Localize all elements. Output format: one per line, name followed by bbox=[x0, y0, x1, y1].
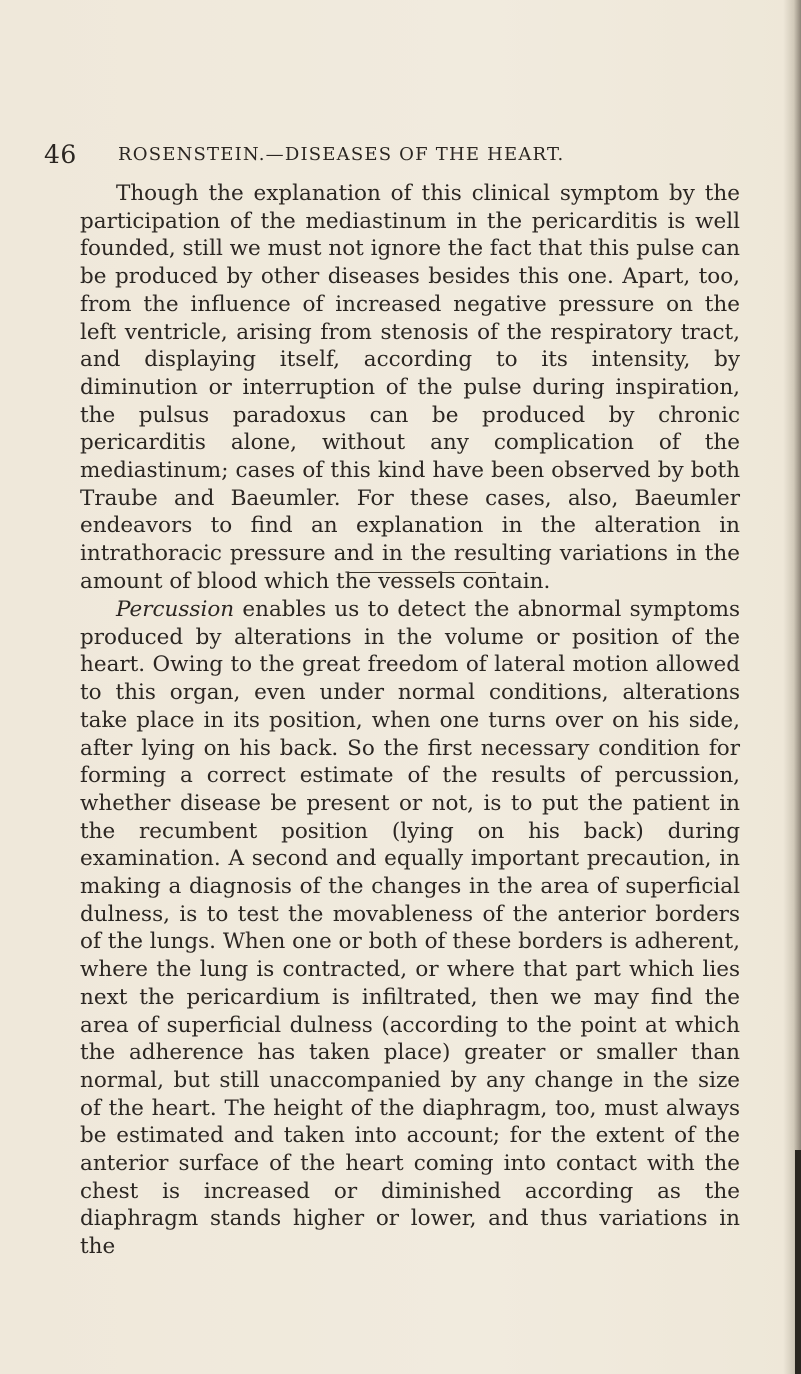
paragraph-percussion-text: enables us to detect the abnormal symptoms produced by alterations in the volume or position of the heart. Owing to the great freedom of lateral motion allowed to this organ, even under normal conditions, alterations take place in its position, when one turns over on his side, after lying on his back. So the first necessary condition for forming a correct estimate of the results of percussion, whether disease be present or not, is to put the patient in the recumbent position (lying on his back) during examination. A second and equally important precaution, in making a diagnosis of the changes in the area of superficial dulness, is to test the movableness of the anterior borders of the lungs. When one or both of these borders is adherent, where the lung is contracted, or where that part which lies next the pericardium is infiltrated, then we may find the area of superficial dulness (according to the point at which the adherence has taken place) greater or smaller than normal, but still unaccompanied by any change in the size of the heart. The height of the diaphragm, too, must always be estimated and taken into account; for the extent of the anterior surface of the heart coming into contact with the chest is increased or diminished according as the diaphragm stands higher or lower, and thus variations in the bbox=[80, 597, 740, 1260]
running-head: ROSENSTEIN.—DISEASES OF THE HEART. bbox=[118, 144, 565, 165]
percussion-term: Percussion bbox=[116, 597, 235, 622]
page-number: 46 bbox=[44, 140, 77, 169]
paragraph-percussion bbox=[80, 596, 740, 1261]
paragraph-pulsus-paradoxus: Though the explanation of this clinical symptom by the participation of the mediastinum in the pericarditis is well founded, still we must not ignore the fact that this pulse can be produced by other diseases besides this one. Apart, too, from the influence of increased negative pressure on the left ventricle, arising from stenosis of the respiratory tract, and displaying itself, according to its intensity, by diminution or interruption of the pulse during inspiration, the pulsus paradoxus can be produced by chronic pericarditis alone, without any complication of the mediastinum; cases of this kind have been observed by both Traube and Baeumler. For these cases, also, Baeumler endeavors to find an explanation in the alteration in intrathoracic pressure and in the resulting variations in the amount of blood which the vessels contain. bbox=[80, 181, 741, 594]
page-edge-dark bbox=[795, 1150, 801, 1374]
page-header bbox=[44, 140, 744, 170]
section-divider bbox=[348, 572, 496, 573]
